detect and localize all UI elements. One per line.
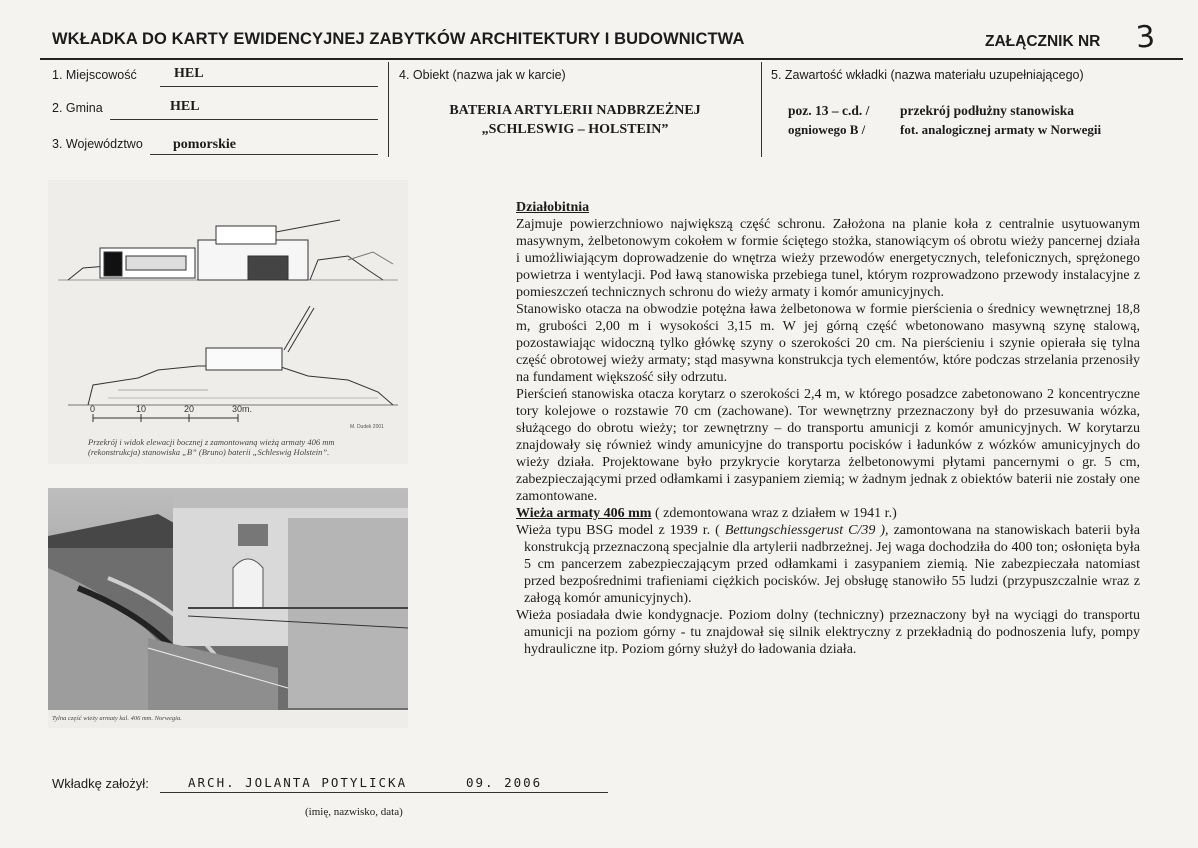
section-drawing — [48, 180, 408, 464]
author-date: 09. 2006 — [466, 775, 543, 790]
photo-caption: Tylna część wieży armaty kal. 406 mm. Norwegia. — [52, 715, 182, 722]
turret-photo — [48, 488, 408, 710]
scale-label-20: 20 — [184, 404, 195, 414]
paragraph-4-italic: Bettungschiessgerust C/39 ), — [724, 523, 889, 538]
author-label: Wkładkę założył: — [52, 776, 149, 791]
drawing-credit: M. Dudek 2001 — [350, 424, 384, 430]
author-underline — [160, 792, 608, 793]
drawing-caption-line2: (rekonstrukcja) stanowiska „B” (Bruno) baterii „Schleswig Holstein”. — [88, 447, 330, 457]
commune-label: 2. Gmina — [52, 101, 103, 115]
paragraph-1: Zajmuje powierzchniowo największą część schronu. Założona na planie koła z centralnie usytuowanym masywnym, żelbetonowym cokołem w formie ściętego stożka, stanowiącym oś obrotu wieży pancernej działa i umożliwiającym doprowadzenie do wnętrza wieży przewodów energetycznych, telefonicznych, sprężonego powietrza i wentylacji. Pod ławą stanowiska przebiega tunel, którym rozprowadzono przewody instalacyjne z pomieszczeń technicznych schronu do wieży armaty i komór amunicyjnych. — [516, 217, 1140, 300]
paragraph-4 — [516, 522, 1140, 607]
paragraph-4-rest: zamontowana na stanowiskach baterii była konstrukcją przeznaczoną specjalnie dla artylerii nadbrzeżnej. Jej waga dochodziła do 400 ton; osłonięta była 5 cm pancerzem zabezpieczającym przed odłamkami i zasypaniem ziemią. Nie zabezpieczała natomiast przed bezpośrednimi trafieniami ciężkich pocisków. Jej obsługę stanowiło 55 ludzi (przypuszczalnie wraz z załogą komór amunicyjnych). — [524, 523, 1140, 606]
scale-label-30: 30m. — [232, 404, 253, 414]
object-label: 4. Obiekt (nazwa jak w karcie) — [399, 68, 566, 82]
content-line2-a: ogniowego B / — [788, 122, 866, 137]
drawing-caption-line1: Przekrój i widok elewacji bocznej z zamontowaną wieżą armaty 406 mm — [88, 437, 335, 447]
locality-value: HEL — [174, 66, 204, 81]
voivodeship-value: pomorskie — [173, 137, 236, 152]
heading-wieza-note: ( zdemontowana wraz z działem w 1941 r.) — [651, 506, 897, 521]
section-drawing-figure — [48, 180, 408, 464]
paragraph-3: Pierścień stanowiska otacza korytarz o szerokości 2,4 m, w którego posadzce zabetonowano 2 koncentryczne tory kolejowe o rozstawie 70 cm (zachowane). Tor wewnętrzny przeznaczony był do przesuwania wózka, służącego do obrotu wieży; tor zewnętrzny – do transportu amunicji z komór amunicyjnych. W korytarzu znajdowały się również windy amunicyjne do transportu pocisków i ładunków z wózków amunicyjnych do wieży działa. Projektowane było przykrycie korytarza żelbetonowymi płytami pancernymi o gr. 5 cm, zabezpieczającymi przed odłamkami i zasypaniem ziemią; w żadnym jednak z obiektów baterii nie zostały one zamontowane. — [516, 387, 1140, 504]
annex-label: ZAŁĄCZNIK NR — [985, 33, 1101, 50]
content-line1-a: poz. 13 – c.d. / — [788, 103, 870, 118]
object-name-line2: „SCHLESWIG – HOLSTEIN” — [481, 122, 669, 137]
object-name-line1: BATERIA ARTYLERII NADBRZEŻNEJ — [449, 103, 701, 118]
paragraph-4-start: Wieża typu BSG model z 1939 r. ( — [516, 523, 725, 538]
author-hint: (imię, nazwisko, data) — [305, 806, 403, 818]
photo-figure — [48, 488, 408, 728]
commune-value: HEL — [170, 99, 200, 114]
drawing-caption — [88, 437, 398, 457]
content-line1-b: przekrój podłużny stanowiska — [900, 103, 1075, 118]
header-rule — [40, 58, 1183, 60]
commune-underline — [110, 119, 378, 120]
voivodeship-underline — [150, 154, 378, 155]
annex-number: 3 — [1134, 19, 1157, 56]
author-signature: ARCH. JOLANTA POTYLICKA — [188, 775, 408, 790]
heading-wieza: Wieża armaty 406 mm — [516, 506, 652, 521]
column-divider-2 — [761, 62, 762, 157]
content-label: 5. Zawartość wkładki (nazwa materiału uzupełniającego) — [771, 68, 1084, 82]
heading-dzialobitnia: Działobitnia — [516, 200, 590, 215]
content-line2-b: fot. analogicznej armaty w Norwegii — [900, 122, 1102, 137]
locality-label: 1. Miejscowość — [52, 68, 137, 82]
locality-underline — [160, 86, 378, 87]
voivodeship-label: 3. Województwo — [52, 137, 143, 151]
scale-label-10: 10 — [136, 404, 147, 414]
paragraph-2: Stanowisko otacza na obwodzie potężna ława żelbetonowa w formie pierścienia o średnicy wewnętrznej 18,8 m, grubości 2,00 m i wysokości 3,15 m. W jej górną część wbetonowano masywną szynę stalową, pozostawiając widoczną tylko główkę szyny o szerokości 20 cm. Na pierścieniu i szynie opierała się tylna część obrotowej wieży armaty; stąd masywna konstrukcja tych elementów, które podczas strzelania przenosiły na fundament większość siły odrzutu. — [516, 302, 1140, 385]
paragraph-5: Wieża posiadała dwie kondygnacje. Poziom dolny (techniczny) przeznaczony był na wyciągi do transportu amunicji na poziom górny - tu znajdował się silnik elektryczny z przekładnią do podnoszenia lufy, pompy hydrauliczne itp. Poziom górny służył do ładowania działa. — [516, 608, 1140, 657]
body-text — [516, 199, 1140, 658]
form-title: WKŁADKA DO KARTY EWIDENCYJNEJ ZABYTKÓW ARCHITEKTURY I BUDOWNICTWA — [52, 30, 745, 48]
scale-label-0: 0 — [90, 404, 96, 414]
